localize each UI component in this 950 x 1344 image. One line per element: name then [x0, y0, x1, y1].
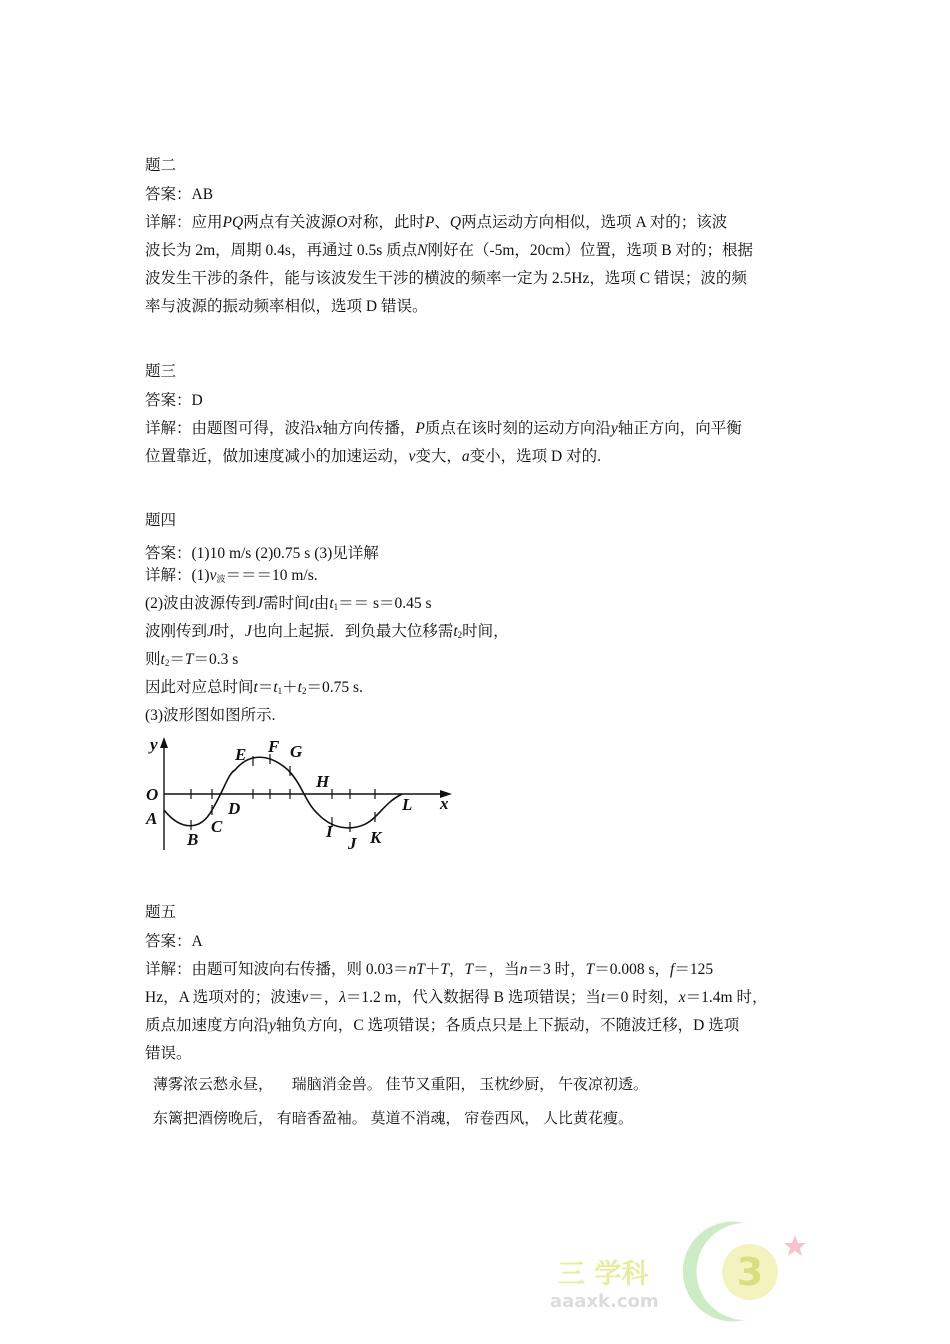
text: 轴正方向，向平衡	[617, 420, 742, 437]
q2-detail-line3: 波发生干涉的条件，能与该波发生干涉的横波的频率一定为 2.5Hz，选项 C 错误；波的频	[145, 270, 747, 287]
text: ＝1.2 m，代入数据得 B 选项错误；当	[345, 989, 601, 1006]
subscript: 1	[277, 686, 283, 696]
text: ＝	[169, 651, 185, 668]
q5-detail-line2	[145, 988, 767, 1008]
text: 轴负方向，C 选项错误；各质点只是上下振动，不随波迁移，D 选项	[275, 1017, 740, 1034]
var-p: P	[424, 214, 435, 231]
brand-text: 三 学科	[558, 1259, 649, 1290]
text: 波刚传到	[145, 623, 208, 640]
label-j: J	[348, 834, 357, 853]
label-g: G	[290, 742, 303, 761]
var-v: v	[209, 567, 217, 584]
var-q: Q	[449, 214, 462, 231]
q2-detail-line1	[145, 213, 727, 233]
label-b: B	[187, 830, 199, 849]
text: 对称，此时	[347, 214, 425, 231]
brand-url: aaaxk.com	[550, 1291, 659, 1312]
var-lambda: λ	[339, 989, 346, 1006]
label-e: E	[235, 745, 247, 764]
text: ＋	[282, 679, 298, 696]
text: 详解：由题可知波向右传播，则 0.03＝	[145, 961, 409, 978]
var-y: y	[269, 1017, 276, 1034]
text: 由	[313, 595, 330, 612]
q2-title: 题二	[145, 157, 177, 174]
var-t: t	[160, 651, 165, 668]
label-c: C	[211, 817, 223, 836]
label-origin: O	[146, 785, 159, 804]
text: ＝	[257, 679, 274, 696]
var-t: t	[253, 679, 258, 696]
q2-detail-line4: 率与波源的振动频率相似，选项 D 错误。	[145, 298, 428, 315]
text: ＝3 时，	[527, 961, 586, 978]
text: ＝1.4m 时，	[685, 989, 768, 1006]
text: 轴方向传播，	[322, 420, 416, 437]
poem-line2: 东篱把酒傍晚后， 有暗香盈袖。 莫道不消魂， 帘卷西风， 人比黄花瘦。	[153, 1111, 634, 1127]
var-j: J	[244, 623, 252, 640]
text: ＝＝ s＝0.45 s	[338, 595, 432, 612]
text: 变大，	[415, 448, 462, 465]
text: 质点在该时刻的运动方向沿	[424, 420, 611, 437]
text: 变小，选项 D 对的.	[469, 448, 601, 465]
label-h: H	[316, 772, 330, 791]
text: ＝0.75 s.	[306, 679, 363, 696]
text: 则	[145, 651, 161, 668]
var-f: f	[670, 961, 675, 978]
poem-line1: 薄雾浓云愁永昼， 瑞脑消金兽。 佳节又重阳， 玉枕纱厨， 午夜凉初透。	[153, 1077, 649, 1093]
text: ＝，	[308, 989, 340, 1006]
q3-detail-line2	[145, 447, 601, 467]
q3-answer: 答案：D	[145, 392, 203, 409]
q4-line6: (3)波形图如图所示.	[145, 707, 276, 724]
q5-detail-line3	[145, 1016, 739, 1036]
var-x: x	[678, 989, 686, 1006]
var-T: T	[464, 961, 474, 978]
text: 质点加速度方向沿	[145, 1017, 270, 1034]
q3-detail-line1	[145, 419, 742, 439]
q4-line1	[145, 566, 318, 589]
text: 详解：由题图可得，波沿	[145, 420, 316, 437]
wave-diagram	[140, 732, 460, 857]
watermark-logo	[530, 1215, 820, 1325]
text: ＝0.008 s，	[594, 961, 670, 978]
var-pq: PQ	[222, 214, 244, 231]
label-a: A	[146, 809, 158, 828]
subscript: 波	[216, 574, 226, 584]
label-i: I	[326, 822, 333, 841]
star-icon	[784, 1235, 806, 1256]
var-n: n	[519, 961, 528, 978]
subscript: 2	[457, 630, 463, 640]
var-x: x	[315, 420, 323, 437]
label-f: F	[268, 737, 280, 756]
text: 波长为 2m，周期 0.4s，再通过 0.5s 质点	[145, 242, 418, 259]
y-axis-arrow	[160, 737, 168, 748]
q3-title: 题三	[145, 363, 177, 380]
text: ＝0.3 s	[193, 651, 239, 668]
wave-curve	[164, 757, 402, 828]
q5-answer: 答案：A	[145, 933, 203, 950]
text: Hz，A 选项对的；波速	[145, 989, 302, 1006]
q4-line2	[145, 594, 432, 617]
q4-line4	[145, 650, 238, 673]
var-n: N	[417, 242, 428, 259]
q2-detail-line2	[145, 241, 753, 261]
text: 两点有关波源	[243, 214, 337, 231]
q5-title: 题五	[145, 904, 177, 921]
var-v: v	[301, 989, 309, 1006]
q5-detail-line1	[145, 960, 713, 980]
var-nt: nT	[408, 961, 425, 978]
text: 详解：(1)	[145, 567, 210, 584]
text: 两点运动方向相似，选项 A 对的；该波	[461, 214, 728, 231]
text: (2)波由波源传到	[145, 595, 257, 612]
text: ，	[449, 961, 465, 978]
text: 时，	[213, 623, 245, 640]
q4-line5	[145, 678, 363, 701]
q2-answer: 答案：AB	[145, 186, 214, 203]
var-y: y	[610, 420, 618, 437]
q4-answer: 答案：(1)10 m/s (2)0.75 s (3)见详解	[145, 545, 379, 562]
var-t: t	[309, 595, 314, 612]
text: 需时间	[262, 595, 310, 612]
var-j: J	[256, 595, 263, 612]
var-T: T	[440, 961, 450, 978]
text: ＋	[424, 961, 441, 978]
var-t: t	[600, 989, 606, 1006]
text: 也向上起振．到负最大位移需	[251, 623, 454, 640]
var-o: O	[336, 214, 348, 231]
subscript: 2	[164, 658, 170, 668]
var-t: t	[297, 679, 302, 696]
q5-detail-line4: 错误。	[145, 1045, 192, 1062]
text: ＝＝＝10 m/s.	[225, 567, 318, 584]
text: 位置靠近，做加速度减小的加速运动，	[145, 448, 409, 465]
label-x: x	[440, 794, 449, 813]
var-j: J	[207, 623, 214, 640]
text: ＝，当	[473, 961, 520, 978]
var-p: P	[415, 420, 425, 437]
var-T: T	[585, 961, 595, 978]
text: 因此对应总时间	[145, 679, 254, 696]
q4-title: 题四	[145, 512, 177, 529]
text: ＝125	[674, 961, 714, 978]
label-y: y	[150, 735, 158, 754]
text: 刚好在（-5m，20cm）位置，选项 B 对的；根据	[427, 242, 753, 259]
text: ＝0 时刻，	[605, 989, 679, 1006]
text: 详解：应用	[145, 214, 223, 231]
var-a: a	[461, 448, 470, 465]
var-v: v	[408, 448, 416, 465]
label-d: D	[228, 799, 241, 818]
var-t: t	[453, 623, 458, 640]
q4-line3	[145, 622, 509, 645]
text: 、	[434, 214, 450, 231]
subscript: 2	[301, 686, 307, 696]
var-T: T	[184, 651, 194, 668]
label-l: L	[402, 795, 413, 814]
var-t: t	[329, 595, 334, 612]
label-k: K	[370, 828, 382, 847]
var-t: t	[273, 679, 278, 696]
subscript: 1	[333, 602, 339, 612]
badge-number: 3	[736, 1250, 764, 1294]
text: 时间，	[462, 623, 509, 640]
